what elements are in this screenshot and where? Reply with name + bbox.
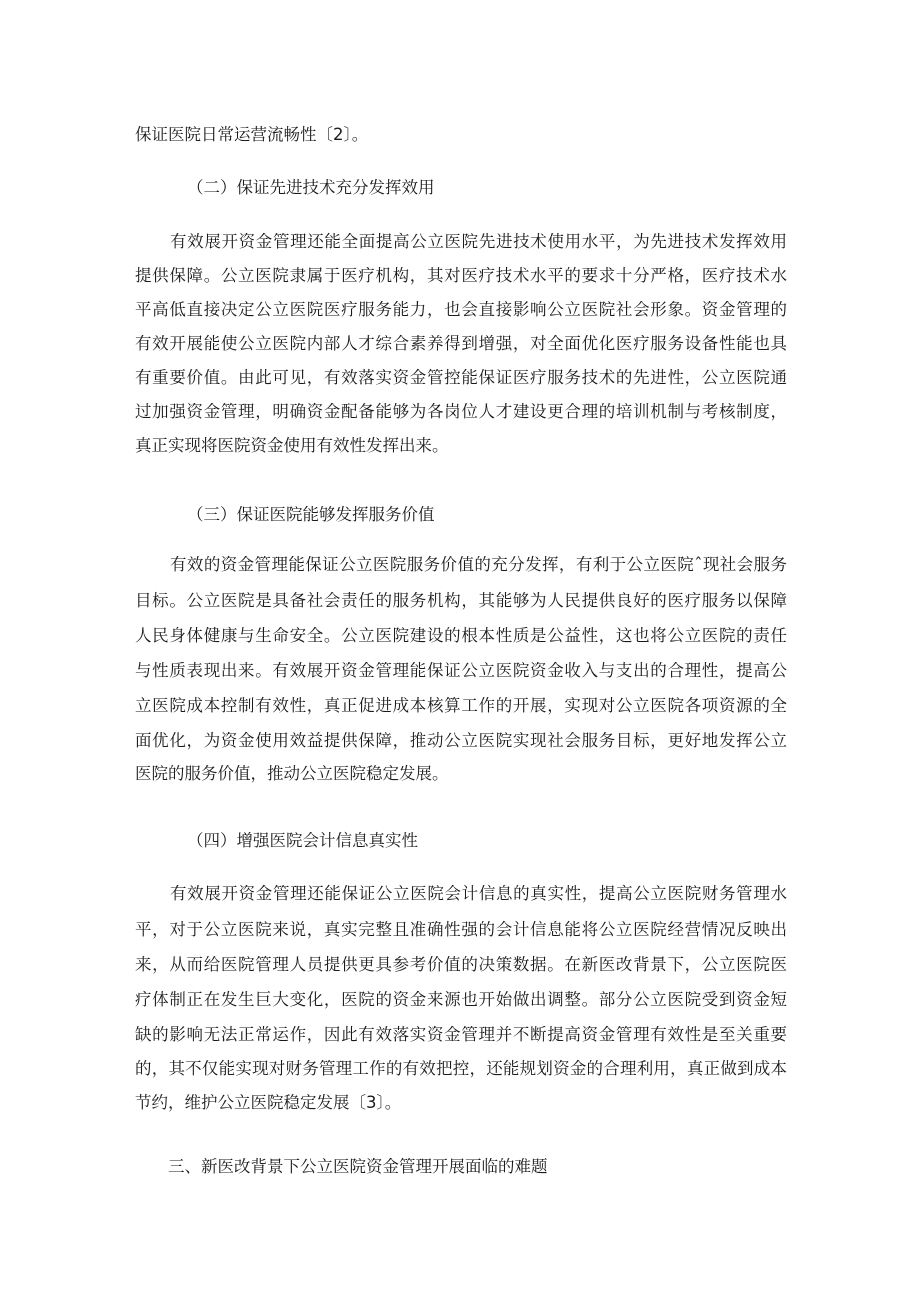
paragraph-line: 平，对于公立医院来说，真实完整且准确性强的会计信息能将公立医院经营情况反映出 — [135, 920, 787, 939]
paragraph-line: 与性质表现出来。有效展开资金管理能保证公立医院资金收入与支出的合理性，提高公 — [135, 661, 787, 680]
paragraph-line: 提供保障。公立医院隶属于医疗机构，其对医疗技术水平的要求十分严格，医疗技术水 — [135, 266, 787, 285]
paragraph-line: 保证医院日常运营流畅性〔2〕。 — [135, 125, 369, 144]
paragraph-line: 平高低直接决定公立医院医疗服务能力，也会直接影响公立医院社会形象。资金管理的 — [135, 300, 787, 319]
paragraph-line: 过加强资金管理，明确资金配备能够为各岗位人才建设更合理的培训机制与考核制度， — [135, 402, 787, 421]
paragraph-line: 有效开展能使公立医院内部人才综合素养得到增强，对全面优化医疗服务设备性能也具 — [135, 334, 787, 353]
paragraph-line: 真正实现将医院资金使用有效性发挥出来。 — [135, 436, 449, 455]
paragraph-line: 目标。公立医院是具备社会责任的服务机构，其能够为人民提供良好的医疗服务以保障 — [135, 591, 787, 610]
paragraph-line: 有效的资金管理能保证公立医院服务价值的充分发挥，有利于公立医院ˆ现社会服务 — [170, 555, 787, 574]
paragraph-line: 缺的影响无法正常运作，因此有效落实资金管理并不断提高资金管理有效性是至关重要 — [135, 1025, 787, 1044]
section-heading: （三）保证医院能够发挥服务价值 — [187, 505, 435, 524]
section-heading: （二）保证先进技术充分发挥效用 — [187, 178, 435, 197]
paragraph-line: 有效展开资金管理还能全面提高公立医院先进技术使用水平，为先进技术发挥效用 — [170, 232, 787, 251]
chapter-heading: 三、新医改背景下公立医院资金管理开展面临的难题 — [168, 1157, 548, 1176]
paragraph-line: 人民身体健康与生命安全。公立医院建设的根本性质是公益性，这也将公立医院的责任 — [135, 626, 787, 645]
paragraph-line: 来，从而给医院管理人员提供更具参考价值的决策数据。在新医改背景下，公立医院医 — [135, 955, 787, 974]
paragraph-line: 有重要价值。由此可见，有效落实资金管控能保证医疗服务技术的先进性，公立医院通 — [135, 368, 787, 387]
paragraph-line: 有效展开资金管理还能保证公立医院会计信息的真实性，提高公立医院财务管理水 — [170, 884, 787, 903]
section-heading: （四）增强医院会计信息真实性 — [187, 831, 418, 850]
paragraph-line: 的，其不仅能实现对财务管理工作的有效把控，还能规划资金的合理利用，真正做到成本 — [135, 1059, 787, 1078]
paragraph-line: 疗体制正在发生巨大变化，医院的资金来源也开始做出调整。部分公立医院受到资金短 — [135, 990, 787, 1009]
paragraph-line: 面优化，为资金使用效益提供保障，推动公立医院实现社会服务目标，更好地发挥公立 — [135, 731, 787, 750]
paragraph-line: 立医院成本控制有效性，真正促进成本核算工作的开展，实现对公立医院各项资源的全 — [135, 696, 787, 715]
paragraph-line: 节约，维护公立医院稳定发展〔3〕。 — [135, 1093, 402, 1112]
paragraph-line: 医院的服务价值，推动公立医院稳定发展。 — [135, 764, 449, 783]
